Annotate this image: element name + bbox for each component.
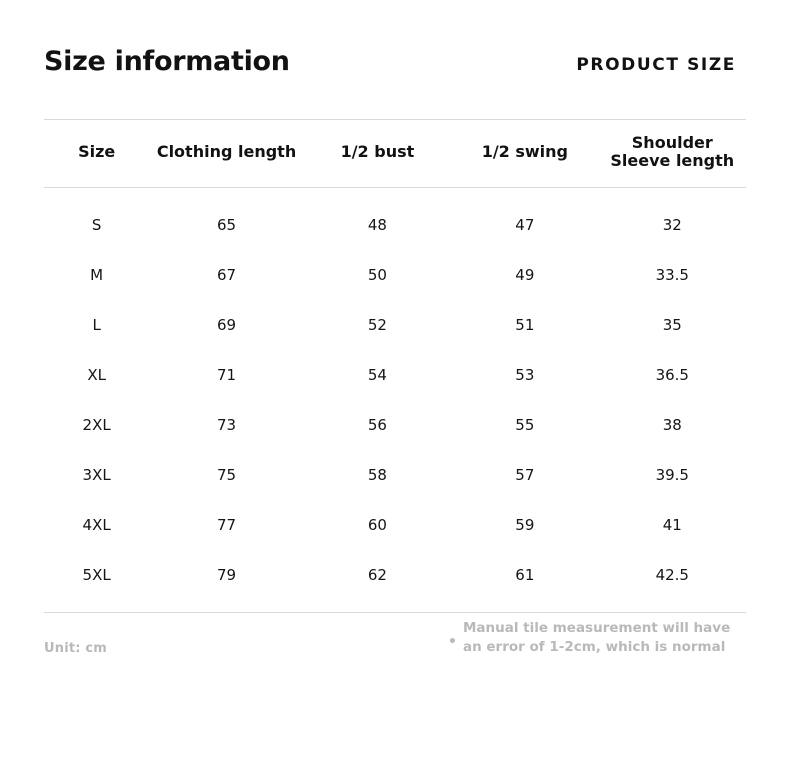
cell-half-swing: 59	[515, 515, 535, 534]
cell-shoulder-sleeve-length: 39.5	[655, 465, 689, 484]
cell-half-bust: 52	[367, 315, 387, 334]
cell-half-swing: 53	[515, 365, 535, 384]
table-row	[44, 500, 746, 550]
cell-half-swing: 51	[515, 315, 535, 334]
unit-label: Unit: cm	[44, 640, 108, 656]
measurement-note	[448, 619, 748, 658]
size-table	[44, 119, 746, 606]
cell-clothing-length: 79	[216, 565, 237, 584]
table-row	[44, 350, 746, 400]
cell-clothing-length: 65	[216, 215, 237, 234]
cell-clothing-length: 71	[216, 365, 237, 384]
table-row	[44, 250, 746, 300]
cell-shoulder-sleeve-length: 41	[662, 515, 682, 534]
page-footer	[44, 612, 746, 689]
cell-size: S	[91, 215, 102, 234]
cell-size: 4XL	[82, 515, 111, 534]
column-header-half-swing: 1/2 swing	[451, 120, 598, 188]
table-row	[44, 550, 746, 606]
cell-shoulder-sleeve-length: 42.5	[655, 565, 689, 584]
size-table-container	[44, 119, 746, 606]
column-header-clothing-length: Clothing length	[149, 120, 303, 188]
cell-half-bust: 60	[367, 515, 387, 534]
cell-size: 3XL	[82, 465, 111, 484]
cell-clothing-length: 73	[216, 415, 237, 434]
size-table-body	[44, 187, 746, 606]
cell-half-swing: 57	[515, 465, 535, 484]
cell-clothing-length: 75	[216, 465, 237, 484]
cell-half-bust: 54	[367, 365, 387, 384]
cell-shoulder-sleeve-length: 36.5	[655, 365, 689, 384]
page-header	[44, 0, 746, 77]
cell-clothing-length: 69	[216, 315, 237, 334]
cell-half-swing: 55	[515, 415, 535, 434]
column-header-shoulder-sleeve-length: Shoulder Sleeve length	[599, 120, 746, 188]
cell-shoulder-sleeve-length: 33.5	[655, 265, 689, 284]
cell-clothing-length: 77	[216, 515, 237, 534]
table-row	[44, 187, 746, 250]
column-header-half-bust: 1/2 bust	[304, 120, 451, 188]
cell-half-bust: 50	[367, 265, 387, 284]
table-row	[44, 450, 746, 500]
cell-half-bust: 48	[367, 215, 387, 234]
cell-size: M	[90, 265, 104, 284]
table-row	[44, 400, 746, 450]
measurement-note-text: Manual tile measurement will have an error of 1-2cm, which is normal	[462, 619, 731, 656]
cell-clothing-length: 67	[216, 265, 237, 284]
cell-half-swing: 61	[515, 565, 535, 584]
bullet-icon: •	[448, 633, 457, 650]
table-header-row	[44, 120, 746, 188]
cell-half-bust: 62	[367, 565, 387, 584]
cell-half-bust: 56	[367, 415, 387, 434]
cell-size: L	[92, 315, 101, 334]
size-table-head	[44, 120, 746, 188]
cell-size: 5XL	[82, 565, 111, 584]
cell-shoulder-sleeve-length: 38	[662, 415, 682, 434]
cell-half-swing: 49	[515, 265, 535, 284]
page-title: Size information	[44, 46, 290, 77]
cell-shoulder-sleeve-length: 32	[662, 215, 682, 234]
column-header-size: Size	[44, 120, 149, 188]
cell-size: 2XL	[82, 415, 111, 434]
cell-size: XL	[87, 365, 106, 384]
cell-half-swing: 47	[515, 215, 535, 234]
cell-shoulder-sleeve-length: 35	[662, 315, 682, 334]
product-size-label: PRODUCT SIZE	[576, 55, 736, 75]
table-row	[44, 300, 746, 350]
cell-half-bust: 58	[367, 465, 387, 484]
